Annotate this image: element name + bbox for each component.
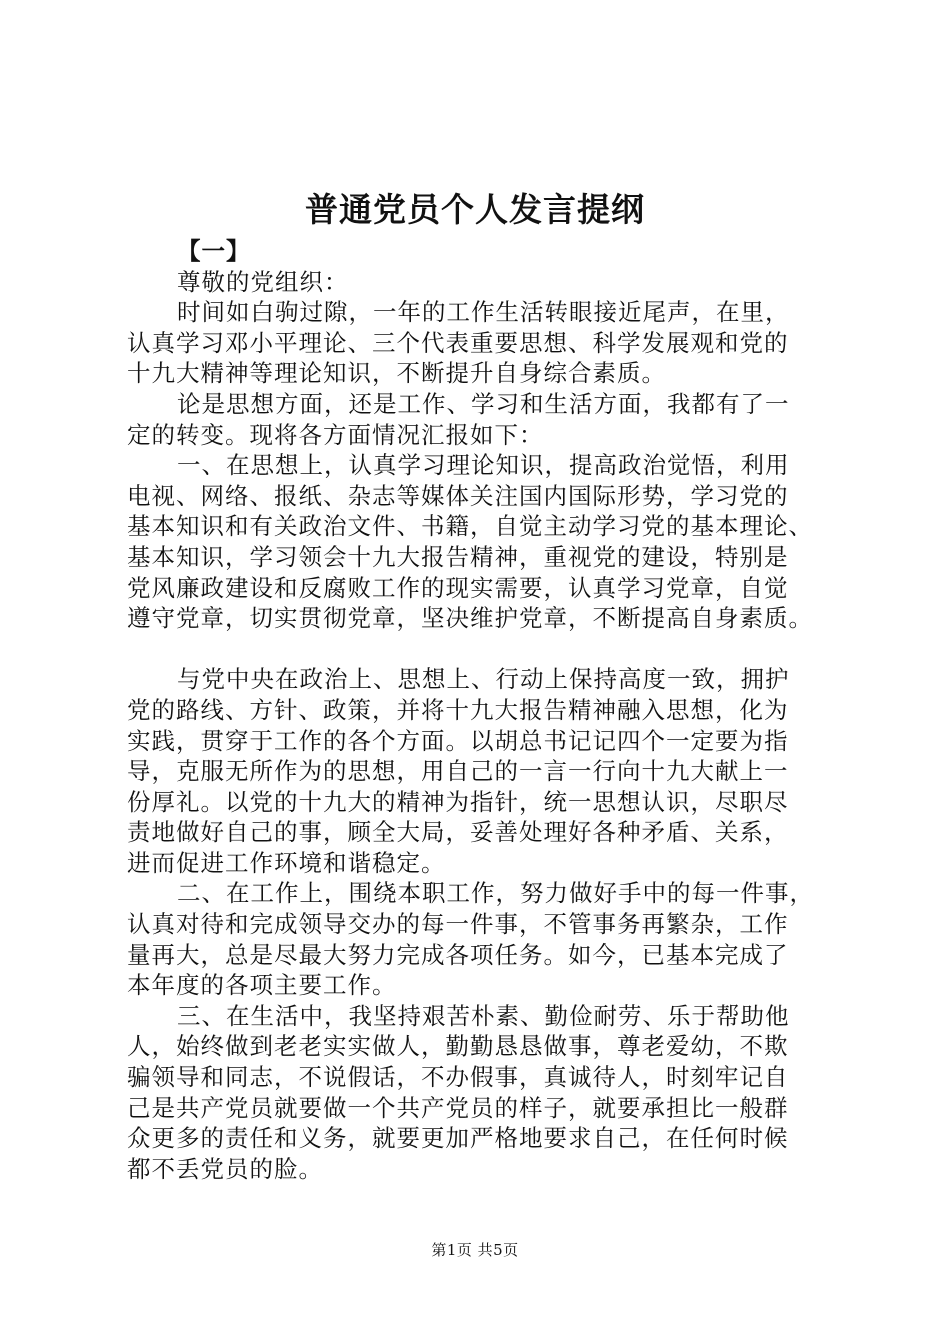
paragraph-line: 众更多的责任和义务，就要更加严格地要求自己，在任何时候 [127, 1124, 789, 1153]
paragraph-line: 三、在生活中，我坚持艰苦朴素、勤俭耐劳、乐于帮助他 [177, 1001, 790, 1030]
paragraph-line: 导，克服无所作为的思想，用自己的一言一行向十九大献上一 [127, 757, 789, 786]
paragraph-line: 份厚礼。以党的十九大的精神为指针，统一思想认识，尽职尽 [127, 787, 789, 816]
paragraph-line: 时间如白驹过隙，一年的工作生活转眼接近尾声，在里， [177, 298, 790, 327]
paragraph-line: 基本知识，学习领会十九大报告精神，重视党的建设，特别是 [127, 542, 789, 571]
paragraph-line: 骗领导和同志，不说假话，不办假事，真诚待人，时刻牢记自 [127, 1063, 789, 1092]
paragraph-line: 十九大精神等理论知识，不断提升自身综合素质。 [127, 359, 666, 388]
paragraph-line: 进而促进工作环境和谐稳定。 [127, 848, 446, 877]
paragraph-line: 实践，贯穿于工作的各个方面。以胡总书记记四个一定要为指 [127, 726, 789, 755]
paragraph-line: 论是思想方面，还是工作、学习和生活方面，我都有了一 [177, 389, 790, 418]
section-mark: 【一】 [177, 237, 251, 265]
paragraph-line: 人，始终做到老老实实做人，勤勤恳恳做事，尊老爱幼，不欺 [127, 1032, 789, 1061]
paragraph-line: 量再大，总是尽最大努力完成各项任务。如今，已基本完成了 [127, 940, 789, 969]
paragraph-line: 遵守党章，切实贯彻党章，坚决维护党章，不断提高自身素质。 [127, 604, 813, 633]
paragraph-line: 电视、网络、报纸、杂志等媒体关注国内国际形势，学习党的 [127, 481, 789, 510]
paragraph-line: 二、在工作上，围绕本职工作，努力做好手中的每一件事， [177, 879, 814, 908]
paragraph-line: 本年度的各项主要工作。 [127, 971, 397, 1000]
paragraph-line: 定的转变。现将各方面情况汇报如下： [127, 420, 544, 449]
paragraph-gap [127, 634, 839, 665]
paragraph-line: 都不丢党员的脸。 [127, 1154, 323, 1183]
paragraph-line: 责地做好自己的事，顾全大局，妥善处理好各种矛盾、关系， [127, 818, 789, 847]
paragraph-line: 基本知识和有关政治文件、书籍，自觉主动学习党的基本理论、 [127, 512, 813, 541]
paragraph-line: 己是共产党员就要做一个共产党员的样子，就要承担比一般群 [127, 1093, 789, 1122]
paragraph-line: 与党中央在政治上、思想上、行动上保持高度一致，拥护 [177, 665, 790, 694]
paragraph-line: 党风廉政建设和反腐败工作的现实需要，认真学习党章，自觉 [127, 573, 789, 602]
salutation: 尊敬的党组织： [177, 267, 349, 296]
paragraph-line: 一、在思想上，认真学习理论知识，提高政治觉悟，利用 [177, 451, 790, 480]
document-title: 普通党员个人发言提纲 [305, 190, 645, 229]
paragraph-line: 认真对待和完成领导交办的每一件事，不管事务再繁杂，工作 [127, 910, 789, 939]
page-number-footer: 第1页 共5页 [431, 1241, 519, 1259]
document-body [127, 236, 839, 1184]
paragraph-line: 认真学习邓小平理论、三个代表重要思想、科学发展观和党的 [127, 328, 789, 357]
paragraph-line: 党的路线、方针、政策，并将十九大报告精神融入思想，化为 [127, 695, 789, 724]
